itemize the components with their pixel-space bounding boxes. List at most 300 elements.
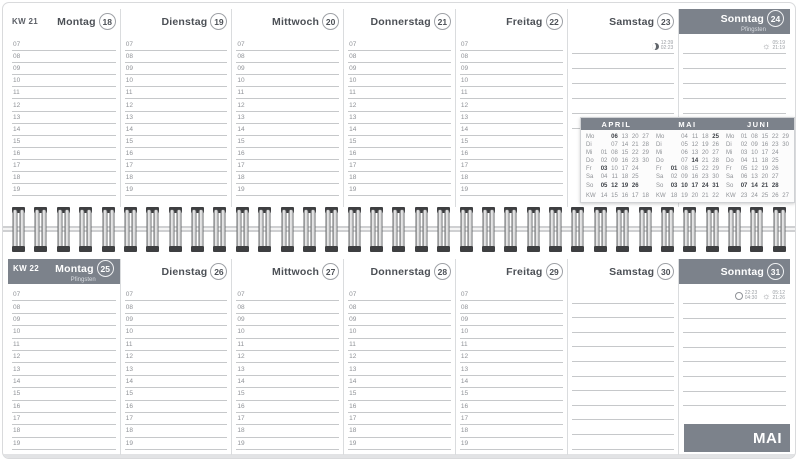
hour-row (460, 376, 563, 388)
mini-day-cell: 21 (631, 142, 639, 149)
mini-kw-cell: 18 (670, 192, 678, 199)
ring-wire (684, 210, 688, 249)
hour-row (12, 388, 116, 400)
hour-row (460, 112, 563, 124)
hour-row (125, 363, 228, 375)
mini-calendar-row (656, 173, 719, 181)
hour-row (460, 63, 563, 75)
weekday-label: Do (656, 158, 664, 165)
hour-row (236, 326, 339, 338)
hour-row (12, 363, 116, 375)
day-number-badge: 19 (210, 13, 227, 30)
hour-label: 09 (460, 315, 469, 323)
weekday-label: Di (656, 142, 662, 149)
hour-label: 16 (125, 402, 133, 410)
hour-row (236, 87, 339, 99)
hour-row (236, 124, 339, 136)
ring-cap (79, 246, 92, 252)
mini-day-cell: 25 (771, 158, 779, 165)
mini-day-cell: 15 (691, 166, 699, 173)
hour-label: 15 (237, 390, 245, 398)
hour-label: 09 (349, 315, 357, 323)
hour-label: 10 (125, 77, 133, 85)
ring-cap (639, 246, 652, 252)
hour-label: 13 (349, 113, 357, 121)
day-header-freitag (460, 259, 563, 284)
day-column-mittwoch (231, 259, 343, 455)
day-number-badge: 30 (657, 263, 674, 280)
hour-row (125, 160, 228, 172)
hour-label: 19 (349, 439, 357, 447)
hour-row (236, 438, 339, 450)
day-header-donnerstag (348, 259, 451, 284)
hour-label: 08 (460, 303, 469, 311)
hour-row (348, 63, 451, 75)
hour-label: 11 (237, 89, 245, 97)
mini-kw-row (586, 192, 649, 200)
note-line (572, 69, 675, 84)
hour-row (236, 172, 339, 184)
ring-wire (468, 210, 472, 249)
day-name: Sonntag (720, 265, 764, 278)
hour-row (236, 39, 339, 51)
hour-label: 10 (349, 328, 357, 336)
mini-day-cell: 26 (771, 166, 779, 173)
day-header-main (125, 263, 228, 280)
hour-row (12, 326, 116, 338)
hour-row (125, 376, 228, 388)
mini-day-cell: 18 (621, 174, 629, 181)
weekday-label: Fr (656, 166, 662, 173)
mini-kw-cell: 25 (761, 192, 769, 199)
note-line (572, 406, 675, 421)
mini-day-cell: 01 (670, 166, 678, 173)
hour-row (236, 99, 339, 111)
mini-calendar-body (581, 130, 794, 200)
hour-label: 08 (349, 303, 357, 311)
hour-row (125, 425, 228, 437)
weekday-label: Mo (586, 134, 595, 140)
mini-day-cell (779, 149, 789, 157)
hour-label: 13 (460, 113, 469, 121)
hour-grid (12, 289, 116, 450)
day-header-samstag (572, 9, 675, 34)
hour-row (125, 136, 228, 148)
note-line (572, 84, 675, 99)
mini-day-cell: 18 (761, 158, 769, 165)
ring-wire (356, 210, 360, 249)
day-column-dienstag (120, 259, 232, 455)
note-line (683, 69, 786, 84)
ring-cap (773, 246, 786, 252)
binding-ring (616, 204, 629, 255)
hour-label: 11 (349, 340, 356, 348)
hour-row (236, 301, 339, 313)
hour-label: 12 (125, 101, 133, 109)
day-header-freitag (460, 9, 563, 34)
hour-label: 13 (349, 365, 357, 373)
hour-grid (12, 39, 116, 196)
mini-calendar-row (726, 165, 789, 173)
mini-day-cell (667, 133, 677, 141)
ring-wire (214, 210, 218, 249)
mini-day-cell: 17 (761, 150, 769, 157)
mini-calendar-row (586, 149, 649, 157)
astro-time: 21:26 (772, 295, 785, 301)
hour-row (236, 51, 339, 63)
hour-row (125, 172, 228, 184)
hour-label: 17 (13, 415, 21, 423)
note-line (572, 435, 675, 450)
hour-label: 16 (460, 402, 469, 410)
ring-wire (304, 210, 308, 249)
hour-row (12, 301, 116, 313)
hour-row (348, 388, 451, 400)
hour-label: 10 (460, 77, 469, 85)
hour-row (348, 351, 451, 363)
hour-label: 12 (237, 101, 245, 109)
hour-row (12, 314, 116, 326)
ring-wire (110, 210, 114, 249)
mini-day-cell: 25 (712, 134, 719, 140)
note-line (572, 420, 675, 435)
ring-cap (571, 246, 584, 252)
hour-label: 10 (349, 77, 357, 85)
ring-wire (714, 210, 718, 249)
mini-day-cell: 17 (621, 166, 629, 173)
hour-row (236, 413, 339, 425)
hour-label: 08 (237, 53, 245, 61)
mini-month-juni (726, 133, 789, 200)
mini-day-cell (779, 157, 789, 165)
hour-row (125, 63, 228, 75)
hour-label: 07 (13, 291, 21, 299)
day-number-badge: 20 (322, 13, 339, 30)
binding-ring (213, 204, 226, 255)
hour-row (348, 87, 451, 99)
mini-day-cell: 24 (771, 150, 779, 157)
ring-wire (535, 210, 539, 249)
ring-wire (400, 210, 404, 249)
day-number-badge: 26 (210, 263, 227, 280)
hour-label: 10 (13, 77, 21, 85)
binding-ring (482, 204, 495, 255)
mini-day-cell: 05 (740, 166, 748, 173)
hour-row (348, 172, 451, 184)
hour-row (125, 289, 228, 301)
hour-row (460, 301, 563, 313)
ring-wire (729, 210, 733, 249)
sun-moon-times-row (683, 289, 786, 304)
hour-label: 10 (237, 77, 245, 85)
day-column-samstag (567, 259, 679, 455)
ring-wire (333, 210, 337, 249)
hour-row (348, 75, 451, 87)
notes-lines (683, 289, 786, 406)
hour-label: 11 (13, 340, 20, 348)
mini-day-cell: 15 (761, 134, 769, 140)
hour-row (12, 99, 116, 111)
hour-row (348, 438, 451, 450)
binding-ring (527, 204, 540, 255)
mini-day-cell: 07 (611, 142, 618, 149)
hour-label: 08 (125, 53, 133, 61)
hour-label: 18 (237, 174, 245, 182)
ring-wire (617, 210, 621, 249)
mini-day-cell: 13 (691, 150, 699, 157)
mini-calendar (580, 117, 795, 203)
ring-wire (58, 210, 62, 249)
ring-cap (482, 246, 495, 252)
binding-ring (146, 204, 159, 255)
ring-cap (415, 246, 428, 252)
mini-day-cell: 29 (782, 134, 789, 140)
hour-row (236, 160, 339, 172)
day-name: Freitag (506, 265, 543, 278)
hour-label: 15 (237, 137, 245, 145)
note-line (683, 304, 786, 319)
hour-label: 14 (13, 125, 21, 133)
astro-time: 05:12 (772, 289, 785, 296)
mini-day-cell: 27 (642, 134, 649, 140)
ring-wire (662, 210, 666, 249)
hour-label: 15 (460, 137, 469, 145)
hour-row (125, 148, 228, 160)
note-line (572, 377, 675, 392)
week-number-label: KW 21 (12, 17, 38, 26)
hour-grid (125, 39, 228, 196)
ring-cap (34, 246, 47, 252)
hour-row (12, 112, 116, 124)
hour-label: 12 (460, 353, 469, 361)
mini-calendar-row (726, 141, 789, 149)
hour-row (125, 99, 228, 111)
ring-cap (728, 246, 741, 252)
hour-label: 15 (13, 137, 21, 145)
hour-label: 18 (460, 427, 469, 435)
binding-ring (258, 204, 271, 255)
day-column-montag (8, 9, 120, 207)
hour-row (236, 388, 339, 400)
ring-wire (80, 210, 84, 249)
day-number-badge: 27 (322, 263, 339, 280)
hour-label: 16 (13, 149, 21, 157)
hour-row (460, 339, 563, 351)
hour-label: 17 (237, 415, 245, 423)
binding-ring (124, 204, 137, 255)
ring-wire (445, 210, 449, 249)
hour-label: 12 (125, 353, 133, 361)
binding-ring (392, 204, 405, 255)
hour-label: 16 (460, 149, 469, 157)
hour-label: 09 (125, 65, 133, 73)
week-number-label: KW 22 (13, 264, 39, 273)
hour-row (236, 339, 339, 351)
weekday-label: Mi (726, 150, 733, 157)
mini-day-cell: 29 (642, 150, 649, 157)
note-line (683, 333, 786, 348)
hour-label: 17 (460, 161, 469, 169)
mini-calendar-row (656, 133, 719, 141)
mini-calendar-titlebar (581, 118, 794, 130)
ring-wire (774, 210, 778, 249)
day-number-badge: 23 (657, 13, 674, 30)
mini-day-cell: 03 (670, 182, 678, 189)
hour-label: 11 (13, 89, 20, 97)
ring-wire (13, 210, 17, 249)
ring-wire (147, 210, 151, 249)
binding-ring (639, 204, 652, 255)
hour-row (460, 75, 563, 87)
ring-wire (707, 210, 711, 249)
binding-ring (236, 204, 249, 255)
day-header-main (572, 263, 675, 280)
hour-label: 11 (237, 340, 245, 348)
hour-row (12, 413, 116, 425)
mini-day-cell (667, 157, 677, 165)
ring-wire (669, 210, 673, 249)
astro-time: 21:19 (772, 45, 785, 51)
mini-day-cell: 08 (681, 166, 688, 173)
hour-row (348, 136, 451, 148)
ring-wire (326, 210, 330, 249)
hour-label: 09 (13, 315, 21, 323)
mini-day-cell: 04 (681, 134, 688, 140)
mini-day-cell: 02 (600, 158, 608, 165)
mini-day-cell: 07 (740, 182, 748, 189)
hour-row (236, 136, 339, 148)
day-column-sonntag (678, 259, 790, 455)
mini-day-cell: 14 (751, 182, 758, 189)
ring-cap (750, 246, 763, 252)
hour-row (125, 438, 228, 450)
note-line (572, 54, 675, 69)
hour-row (125, 413, 228, 425)
hour-row (12, 172, 116, 184)
ring-cap (12, 246, 25, 252)
weekday-label: So (726, 182, 734, 189)
day-header-dienstag (125, 9, 228, 34)
mini-kw-row (656, 192, 719, 200)
hour-label: 12 (13, 353, 21, 361)
day-number-badge: 22 (546, 13, 563, 30)
hour-row (348, 39, 451, 51)
hour-label: 17 (460, 415, 469, 423)
mini-day-cell: 05 (681, 142, 688, 149)
day-name: Donnerstag (370, 15, 431, 28)
hour-label: 12 (13, 101, 21, 109)
hour-row (12, 39, 116, 51)
mini-calendar-row (726, 133, 789, 141)
mini-day-cell: 03 (740, 150, 748, 157)
ring-cap (124, 246, 137, 252)
hour-row (460, 136, 563, 148)
hour-label: 17 (125, 415, 133, 423)
hour-row (125, 351, 228, 363)
astro-group (652, 41, 674, 52)
day-name: Samstag (609, 265, 655, 278)
ring-cap (169, 246, 182, 252)
mini-day-cell: 12 (611, 182, 618, 189)
hour-row (236, 425, 339, 437)
hour-label: 15 (13, 390, 21, 398)
hour-row (348, 413, 451, 425)
ring-wire (35, 210, 39, 249)
ring-wire (505, 210, 509, 249)
ring-wire (595, 210, 599, 249)
mini-day-cell: 11 (751, 158, 758, 165)
hour-label: 13 (13, 113, 21, 121)
astro-time: 02:23 (660, 45, 674, 51)
hour-row (125, 75, 228, 87)
mini-kw-cell: 19 (681, 192, 688, 199)
ring-wire (624, 210, 628, 249)
hour-label: 18 (237, 427, 245, 435)
hour-row (348, 148, 451, 160)
hour-row (12, 75, 116, 87)
mini-calendar-row (586, 141, 649, 149)
mini-day-cell: 25 (631, 174, 639, 181)
binding-ring (348, 204, 361, 255)
ring-cap (392, 246, 405, 252)
mini-day-cell: 06 (740, 174, 748, 181)
ring-wire (349, 210, 353, 249)
weekday-label: Mi (656, 150, 663, 157)
mini-day-cell: 23 (701, 174, 709, 181)
mini-calendar-row (726, 157, 789, 165)
mini-kw-cell: 18 (642, 192, 649, 199)
ring-cap (325, 246, 338, 252)
hour-label: 14 (237, 377, 245, 385)
hour-label: 14 (460, 377, 469, 385)
hour-label: 17 (349, 415, 357, 423)
hour-label: 18 (349, 427, 357, 435)
mini-kw-cell: 21 (701, 192, 709, 199)
ring-wire (221, 210, 225, 249)
binding-ring (102, 204, 115, 255)
hour-label: 11 (460, 340, 468, 348)
mini-calendar-row (586, 182, 649, 190)
mini-calendar-row (656, 157, 719, 165)
ring-wire (483, 210, 487, 249)
hour-label: 19 (13, 439, 21, 447)
notes-lines (683, 39, 786, 129)
hour-row (460, 160, 563, 172)
hour-row (348, 301, 451, 313)
hour-label: 19 (349, 186, 357, 194)
hour-row (236, 184, 339, 196)
day-column-freitag (455, 259, 567, 455)
hour-label: 14 (125, 377, 133, 385)
hour-label: 09 (125, 315, 133, 323)
hour-grid (236, 289, 339, 450)
day-header-main (236, 263, 339, 280)
ring-cap (594, 246, 607, 252)
hour-row (12, 87, 116, 99)
mini-day-cell: 23 (771, 142, 779, 149)
hour-label: 14 (13, 377, 21, 385)
hour-row (460, 184, 563, 196)
ring-cap (258, 246, 271, 252)
hour-label: 07 (13, 41, 21, 49)
mini-day-cell: 13 (751, 174, 758, 181)
hour-label: 07 (349, 41, 357, 49)
ring-wire (177, 210, 181, 249)
mini-day-cell: 26 (712, 142, 719, 149)
mini-day-cell: 10 (751, 150, 758, 157)
astro-time: 22:23 (744, 289, 758, 296)
hour-label: 11 (125, 89, 133, 97)
